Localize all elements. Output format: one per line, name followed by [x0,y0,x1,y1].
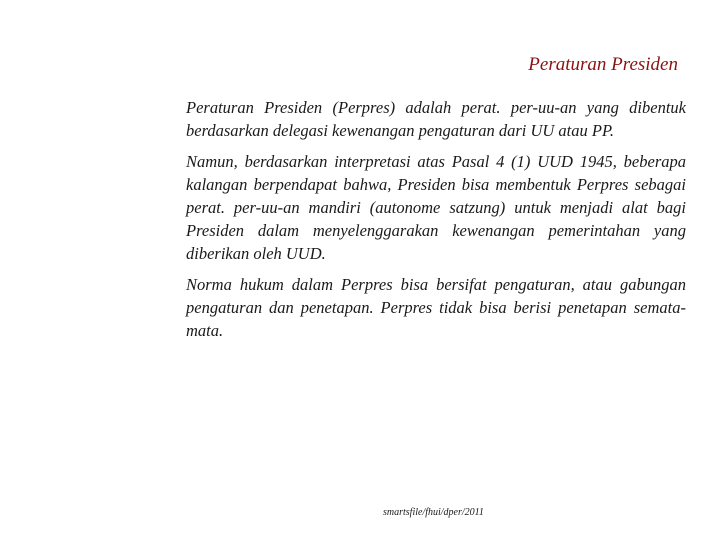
slide-title: Peraturan Presiden [528,54,678,75]
paragraph-interpretation-text-before: Namun, berdasarkan interpretasi atas Pasal 4 (1) UUD 1945, beberapa kalangan berpendapat bahwa, Presiden bisa membentuk Perpres sebagai perat. per-uu-an mandiri ( [186,152,686,217]
slide-footer: smartsfile/fhui/dper/2011 [383,507,484,518]
paragraph-interpretation [186,150,686,265]
paragraph-norma-hukum: Norma hukum dalam Perpres bisa bersifat pengaturan, atau gabungan pengaturan dan penetapan. Perpres tidak bisa berisi penetapan semata-mata. [186,275,686,340]
slide-content [186,96,686,350]
paragraph-interpretation-text-after: untuk menjadi alat bagi Presiden dalam menyelenggarakan kewenangan pemerintahan yang diberikan oleh UUD. [186,198,687,263]
term-autonome-satzung: autonome satzung) [375,198,506,217]
paragraph-definition: Peraturan Presiden (Perpres) adalah perat. per-uu-an yang dibentuk berdasarkan delegasi kewenangan pengaturan dari UU atau PP. [186,98,686,140]
